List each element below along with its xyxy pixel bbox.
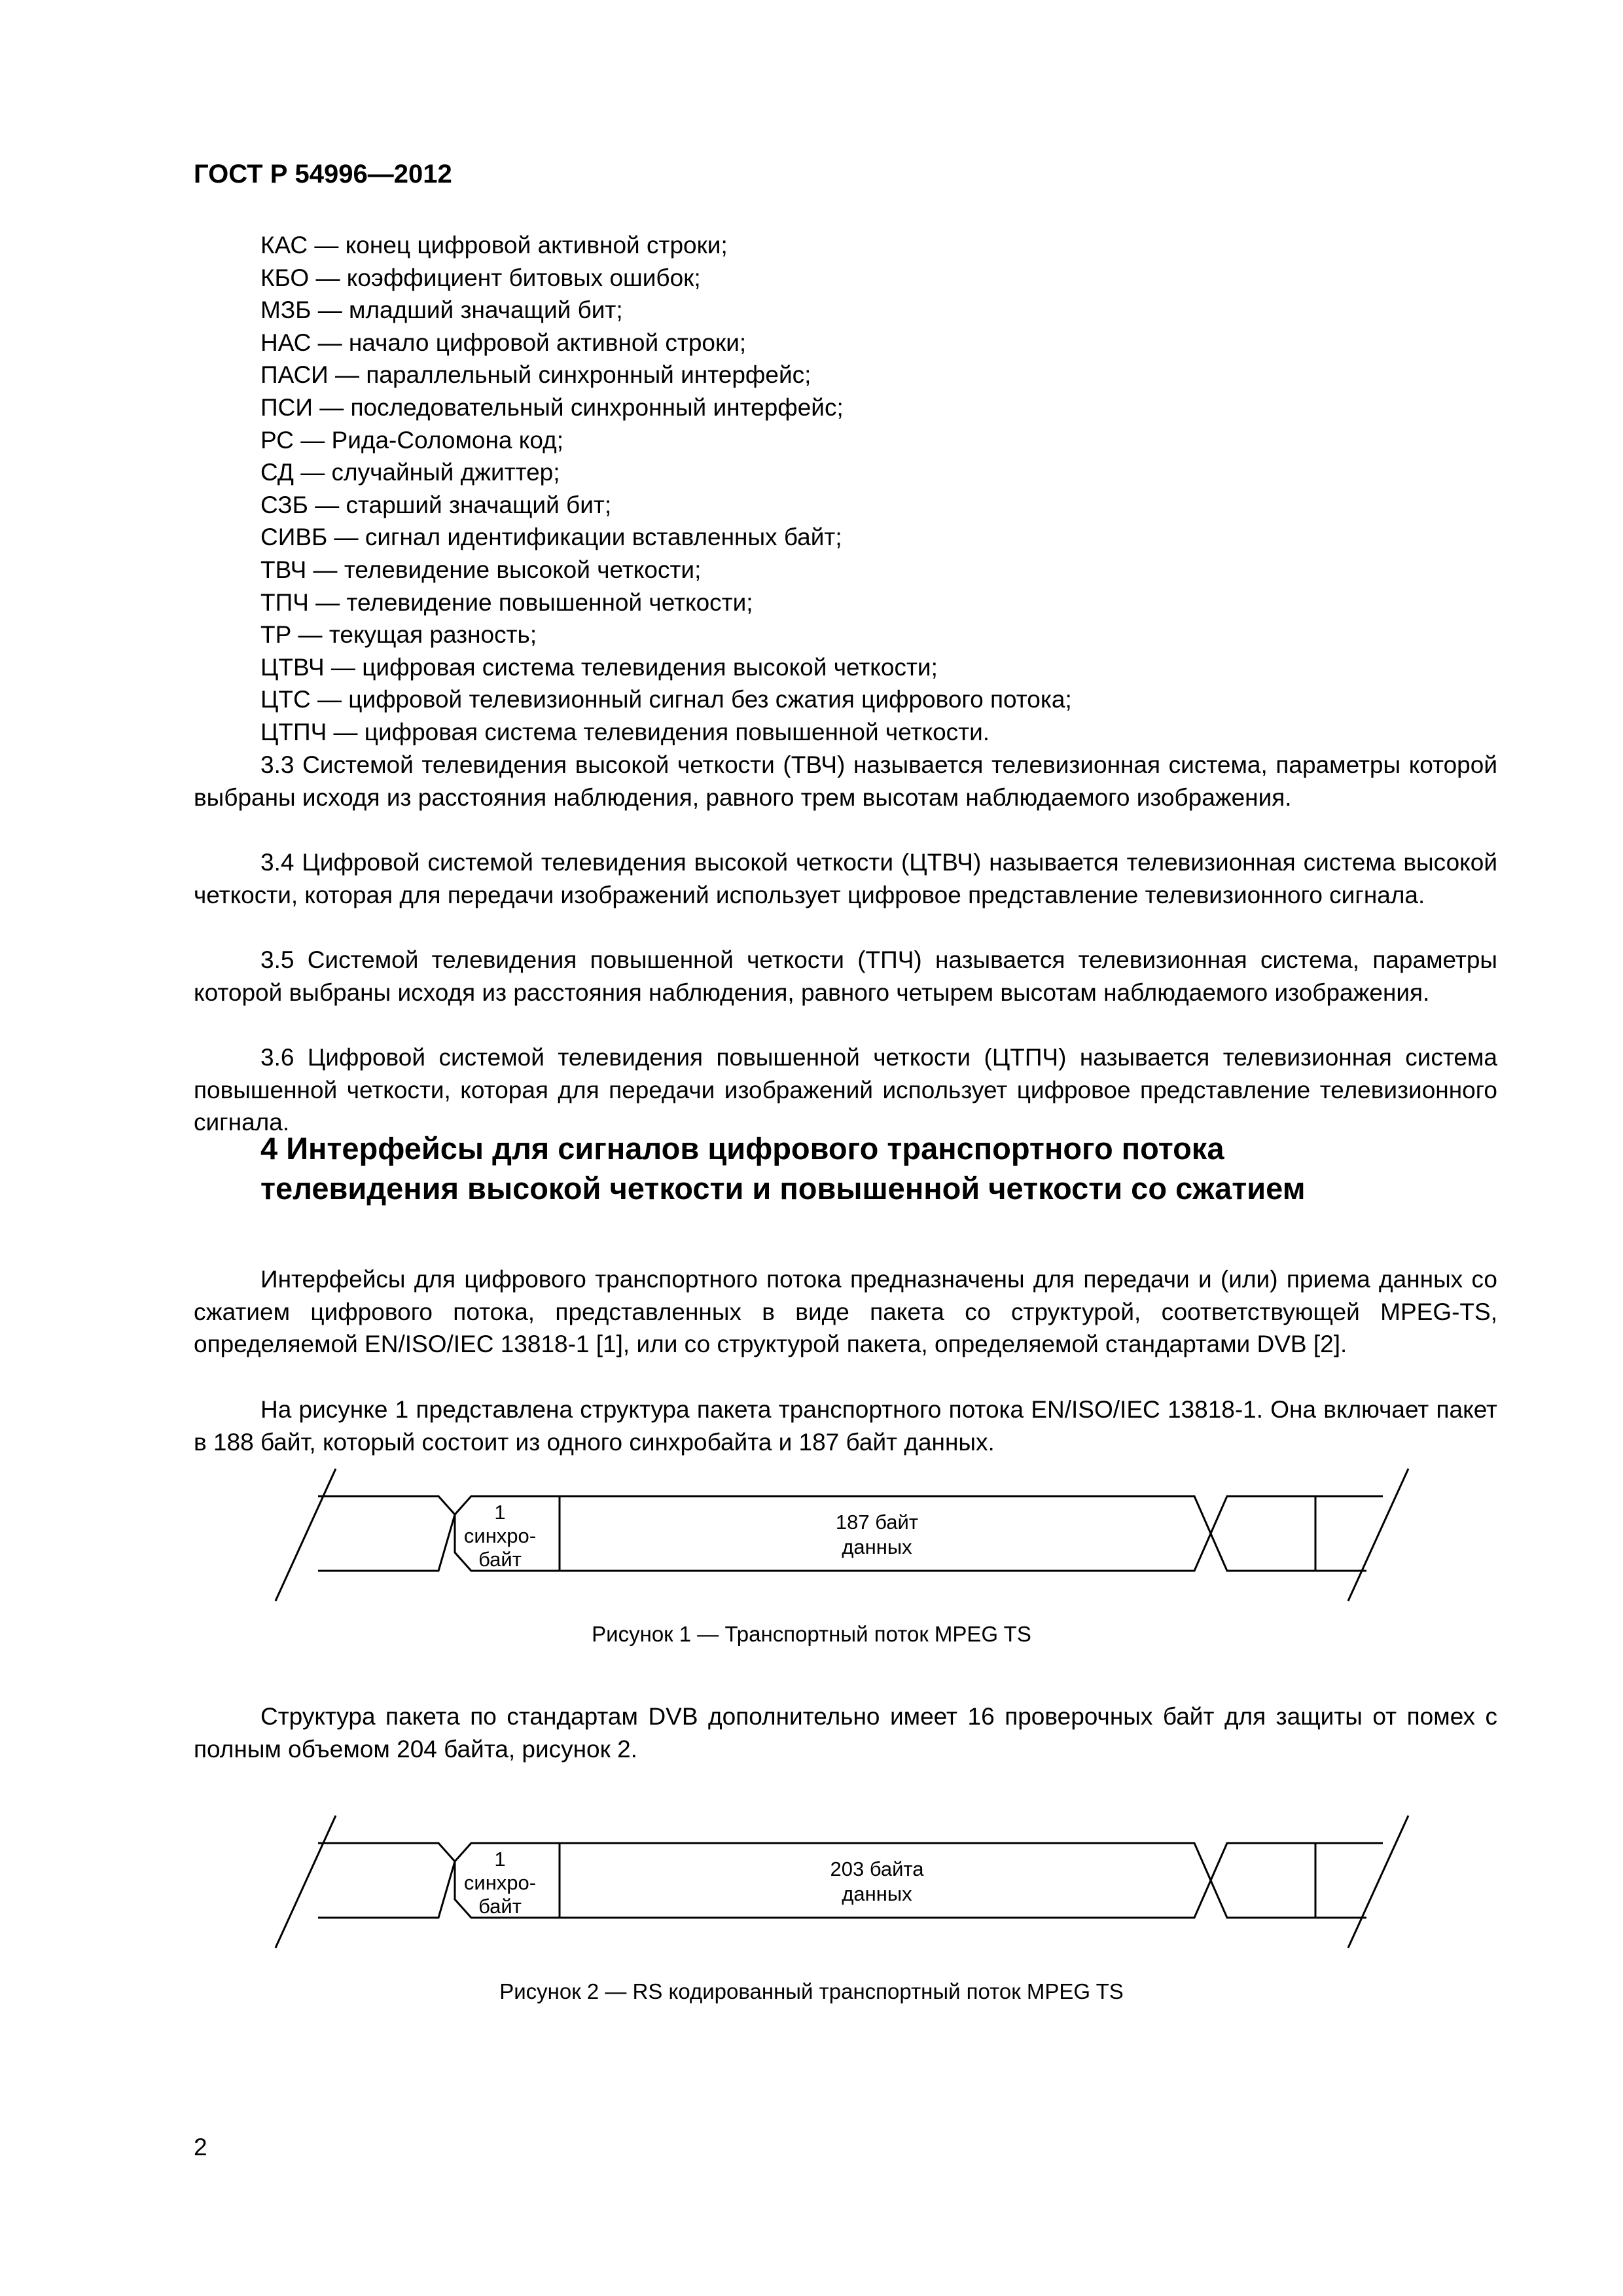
section-title-line2: телевидения высокой четкости и повышенной четкости со сжатием [260, 1171, 1306, 1206]
sync-byte-label-line2: синхро- [463, 1524, 537, 1547]
data-bytes-label-line2: данных [842, 1535, 912, 1558]
abbreviation-item: НАС — начало цифровой активной строки; [260, 329, 747, 356]
data-bytes-label-line1: 187 байт [835, 1511, 919, 1534]
packet-body [455, 1496, 1211, 1571]
sync-byte-label-line1: 1 [494, 1848, 506, 1871]
definition-3-5: 3.5 Системой телевидения повышенной четкости (ТПЧ) называется телевизионная система, параметры которой выбраны исходя из расстояния наблюдения, равного четырем высотам наблюдаемого изображения. [194, 946, 1497, 1006]
sync-byte-label-line3: байт [478, 1548, 522, 1571]
stream-edge-right-top [1211, 1496, 1383, 1534]
sync-byte-label-line2: синхро- [463, 1871, 537, 1894]
abbreviation-item: ЦТПЧ — цифровая система телевидения повышенной четкости. [260, 718, 990, 745]
abbreviation-item: ПСИ — последовательный синхронный интерфейс; [260, 393, 844, 421]
abbreviation-list [260, 229, 1504, 749]
data-bytes-label-line1: 203 байта [830, 1857, 924, 1880]
abbreviation-item: СЗБ — старший значащий бит; [260, 491, 612, 518]
definition-3-6: 3.6 Цифровой системой телевидения повышенной четкости (ЦТПЧ) называется телевизионная система повышенной четкости, которая для передачи изображений использует цифровое представление телевизионного сигнала. [194, 1044, 1497, 1136]
data-bytes-label-line2: данных [842, 1882, 912, 1905]
abbreviation-item: ТР — текущая разность; [260, 621, 537, 649]
section-4-paragraph-2: На рисунке 1 представлена структура пакета транспортного потока EN/ISO/IEC 13818-1. Она включает пакет в 188 байт, который состоит из одного синхробайта и 187 байт данных. [194, 1396, 1497, 1456]
abbreviation-item: ЦТС — цифровой телевизионный сигнал без сжатия цифрового потока; [260, 686, 1072, 713]
abbreviation-item: СД — случайный джиттер; [260, 459, 560, 486]
abbreviation-item: ПАСИ — параллельный синхронный интерфейс; [260, 361, 812, 389]
abbreviation-item: ТПЧ — телевидение повышенной четкости; [260, 588, 753, 616]
abbreviation-item: МЗБ — младший значащий бит; [260, 296, 623, 324]
page-number: 2 [194, 2134, 207, 2161]
figure-1-diagram [0, 1466, 1623, 1605]
abbreviation-item: КАС — конец цифровой активной строки; [260, 232, 728, 259]
stream-edge-right-bottom [1211, 1534, 1366, 1571]
definition-3-4: 3.4 Цифровой системой телевидения высокой четкости (ЦТВЧ) называется телевизионная система высокой четкости, которая для передачи изображений использует цифровое представление телевизионного сигнала. [194, 849, 1497, 908]
figure-1-caption: Рисунок 1 — Транспортный поток MPEG TS [592, 1622, 1031, 1646]
figure-2-caption: Рисунок 2 — RS кодированный транспортный поток MPEG TS [499, 1979, 1124, 2003]
packet-body [455, 1843, 1211, 1918]
stream-edge-left [318, 1496, 455, 1571]
abbreviation-item: ТВЧ — телевидение высокой четкости; [260, 556, 702, 583]
stream-edge-right-top [1211, 1843, 1383, 1880]
abbreviation-item: ЦТВЧ — цифровая система телевидения высокой четкости; [260, 653, 938, 681]
abbreviation-item: КБО — коэффициент битовых ошибок; [260, 264, 701, 291]
definition-3-3: 3.3 Системой телевидения высокой четкости (ТВЧ) называется телевизионная система, параметры которой выбраны исходя из расстояния наблюдения, равного трем высотам наблюдаемого изображения. [194, 751, 1497, 811]
stream-edge-left [318, 1843, 455, 1918]
section-4-title [260, 1128, 1471, 1208]
section-4-paragraph-3: Структура пакета по стандартам DVB дополнительно имеет 16 проверочных байт для защиты от помех с полным объемом 204 байта, рисунок 2. [194, 1703, 1497, 1763]
section-title-line1: 4 Интерфейсы для сигналов цифрового транспортного потока [260, 1131, 1224, 1166]
packet-boundary-right [1348, 1469, 1408, 1601]
document-header: ГОСТ Р 54996—2012 [194, 160, 452, 188]
sync-byte-label-line3: байт [478, 1895, 522, 1918]
sync-byte-label-line1: 1 [494, 1501, 506, 1524]
abbreviation-item: СИВБ — сигнал идентификации вставленных байт; [260, 524, 842, 551]
packet-boundary-left [276, 1469, 336, 1601]
packet-boundary-left [276, 1816, 336, 1948]
packet-boundary-right [1348, 1816, 1408, 1948]
figure-2-diagram [0, 1813, 1623, 1952]
stream-edge-right-bottom [1211, 1880, 1366, 1918]
abbreviation-item: РС — Рида-Соломона код; [260, 426, 563, 454]
section-4-paragraph-1: Интерфейсы для цифрового транспортного потока предназначены для передачи и (или) приема данных со сжатием цифрового потока, представленных в виде пакета со структурой, соответствующей MPEG-TS, определяемой EN/ISO/IEC 13818-1 [1], или со структурой пакета, определяемой стандартами DVB [2]. [194, 1266, 1497, 1358]
